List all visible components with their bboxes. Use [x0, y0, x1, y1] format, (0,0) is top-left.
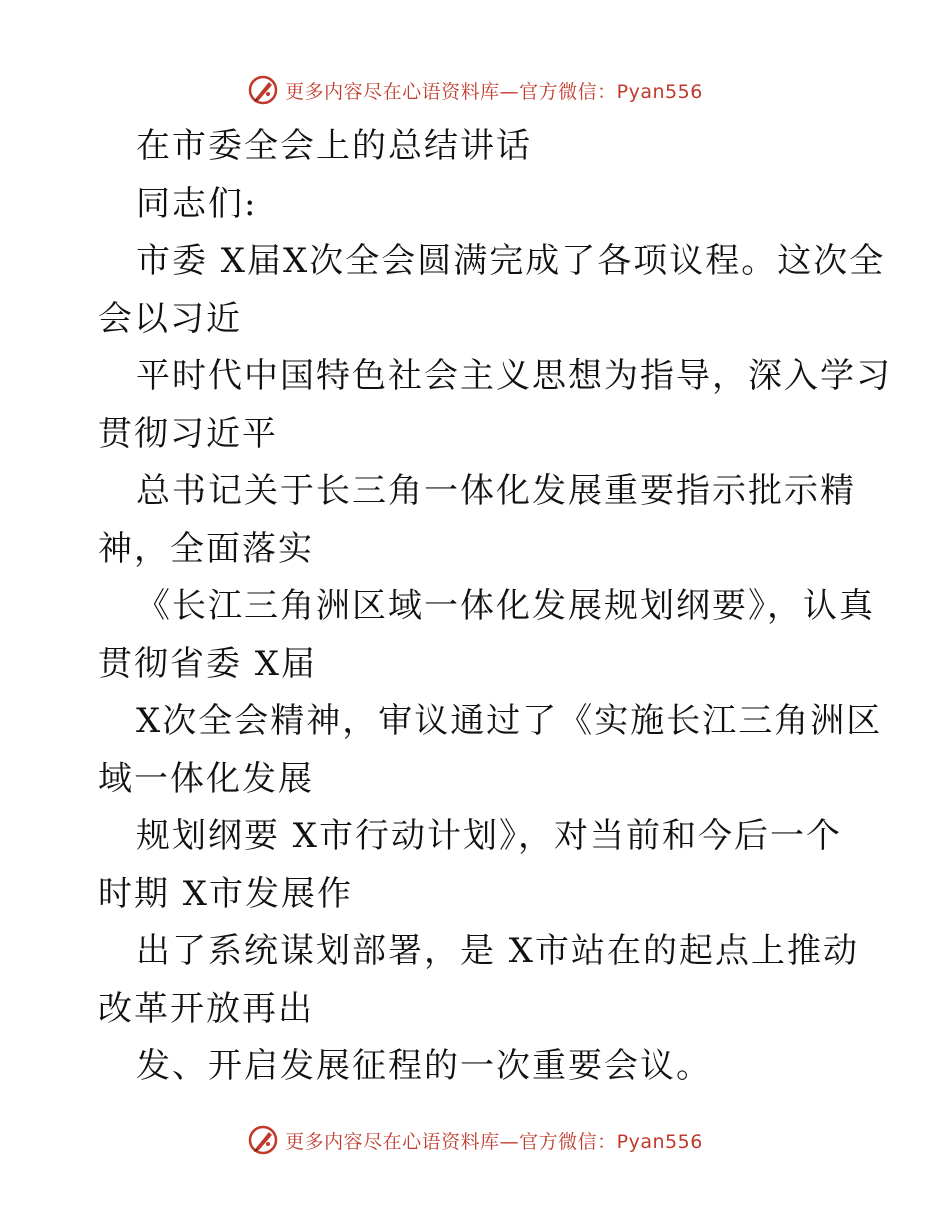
watermark-banner-top [0, 70, 950, 110]
body-line: 神，全面落实 [98, 528, 314, 569]
body-line: 贯彻省委 X届 [98, 643, 318, 684]
body-line: 改革开放再出 [98, 988, 314, 1029]
body-line: 会以习近 [98, 298, 242, 339]
watermark-banner-bottom [0, 1120, 950, 1160]
quill-pen-logo-icon [247, 1124, 279, 1156]
body-line: 平时代中国特色社会主义思想为指导，深入学习 [136, 356, 892, 396]
document-body [98, 118, 892, 1096]
quill-pen-logo-icon [247, 74, 279, 106]
body-line: X次全会精神，审议通过了《实施长江三角洲区 [136, 701, 883, 741]
body-line: 总书记关于长三角一体化发展重要指示批示精 [136, 471, 856, 511]
body-line: 发、开启发展征程的一次重要会议。 [136, 1046, 712, 1086]
body-line: 规划纲要 X市行动计划》，对当前和今后一个 [136, 816, 843, 856]
body-line: 时期 X市发展作 [98, 873, 354, 914]
body-line: 域一体化发展 [98, 758, 314, 799]
watermark-text: 更多内容尽在心语资料库—官方微信：Pyan556 [285, 1130, 703, 1153]
document-title: 在市委全会上的总结讲话 [136, 126, 532, 166]
body-line: 出了系统谋划部署，是 X市站在的起点上推动 [136, 931, 860, 971]
body-line: 《长江三角洲区域一体化发展规划纲要》，认真 [136, 586, 875, 626]
salutation: 同志们: [136, 183, 258, 224]
body-line: 贯彻习近平 [98, 413, 278, 454]
watermark-text: 更多内容尽在心语资料库—官方微信：Pyan556 [285, 80, 703, 103]
body-line: 市委 X届X次全会圆满完成了各项议程。这次全 [136, 241, 886, 281]
